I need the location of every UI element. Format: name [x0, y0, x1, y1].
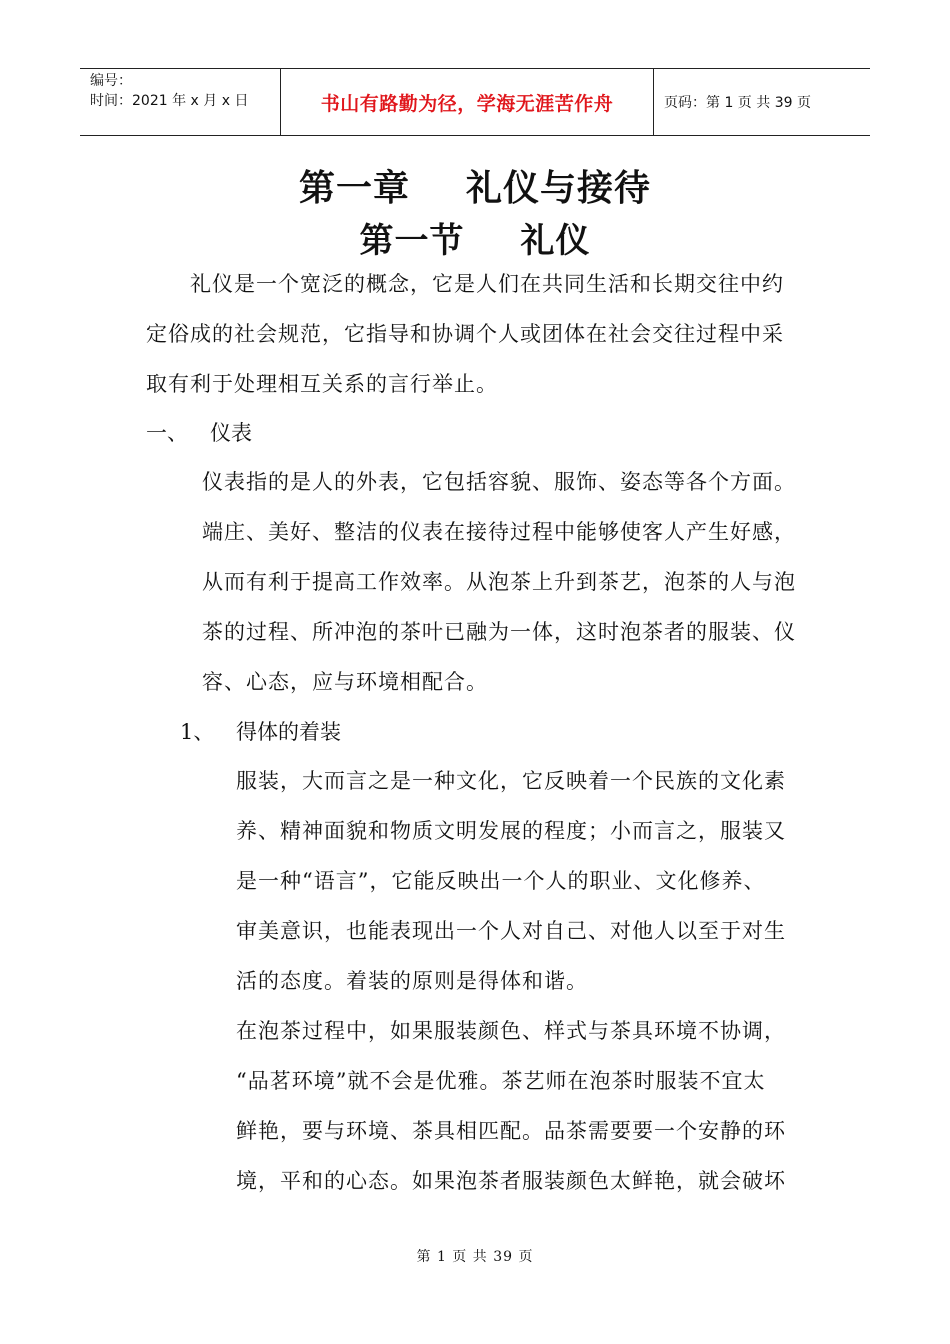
- paragraph-line: “品茗环境”就不会是优雅。茶艺师在泡茶时服装不宜太: [236, 1069, 766, 1093]
- paragraph-line: 定俗成的社会规范，它指导和协调个人或团体在社会交往过程中采: [146, 322, 784, 346]
- document-number-label: 编号：: [90, 73, 132, 89]
- paragraph-line: 茶的过程、所冲泡的茶叶已融为一体，这时泡茶者的服装、仪: [202, 620, 796, 644]
- paragraph-line: 仪表指的是人的外表，它包括容貌、服饰、姿态等各个方面。: [202, 470, 796, 494]
- paragraph-line: 端庄、美好、整洁的仪表在接待过程中能够使客人产生好感，: [202, 520, 796, 544]
- chapter-name: 礼仪与接待: [466, 168, 652, 209]
- heading-title: 得体的着装: [236, 720, 341, 744]
- heading-title: 仪表: [210, 421, 252, 445]
- paragraph-line: 是一种“语言”，它能反映出一个人的职业、文化修养、: [236, 869, 766, 893]
- header-motto-cell: [281, 69, 654, 135]
- header-motto: 书山有路勤为径，学海无涯苦作舟: [320, 92, 614, 115]
- paragraph-line: 从而有利于提高工作效率。从泡茶上升到茶艺，泡茶的人与泡: [202, 570, 796, 594]
- document-time-label: 时间：2021 年 x 月 x 日: [90, 93, 249, 109]
- heading-number: 一、: [146, 421, 188, 445]
- paragraph-line: 境，平和的心态。如果泡茶者服装颜色太鲜艳，就会破坏: [236, 1169, 786, 1193]
- tea-attire-paragraph: [236, 1006, 786, 1206]
- paragraph-line: 活的态度。着装的原则是得体和谐。: [236, 969, 588, 993]
- section-title: [0, 213, 950, 262]
- page-footer: 第 1 页 共 39 页: [416, 1249, 534, 1265]
- paragraph-line: 容、心态，应与环境相配合。: [202, 670, 488, 694]
- heading-level2: [180, 717, 341, 747]
- attire-paragraph: [236, 756, 786, 1006]
- paragraph-line: 养、精神面貌和物质文明发展的程度；小而言之，服装又: [236, 819, 786, 843]
- section-name: 礼仪: [520, 221, 591, 261]
- document-header: [80, 68, 870, 136]
- paragraph-line: 鲜艳，要与环境、茶具相匹配。品茶需要要一个安静的环: [236, 1119, 786, 1143]
- paragraph-line: 服装，大而言之是一种文化，它反映着一个民族的文化素: [236, 769, 786, 793]
- chapter-number: 第一章: [298, 168, 410, 209]
- header-page-cell: [654, 69, 870, 135]
- intro-paragraph: [146, 259, 784, 409]
- header-meta-cell: [80, 69, 281, 135]
- appearance-paragraph: [202, 457, 796, 707]
- heading-level1: [146, 418, 252, 448]
- paragraph-line: 礼仪是一个宽泛的概念，它是人们在共同生活和长期交往中约: [190, 272, 784, 296]
- heading-number: 1、: [180, 720, 215, 744]
- paragraph-line: 在泡茶过程中，如果服装颜色、样式与茶具环境不协调，: [236, 1019, 786, 1043]
- chapter-title: [0, 160, 950, 211]
- paragraph-line: 取有利于处理相互关系的言行举止。: [146, 372, 498, 396]
- section-number: 第一节: [359, 221, 465, 261]
- paragraph-line: 审美意识，也能表现出一个人对自己、对他人以至于对生: [236, 919, 786, 943]
- header-page-info: 页码：第 1 页 共 39 页: [664, 95, 811, 111]
